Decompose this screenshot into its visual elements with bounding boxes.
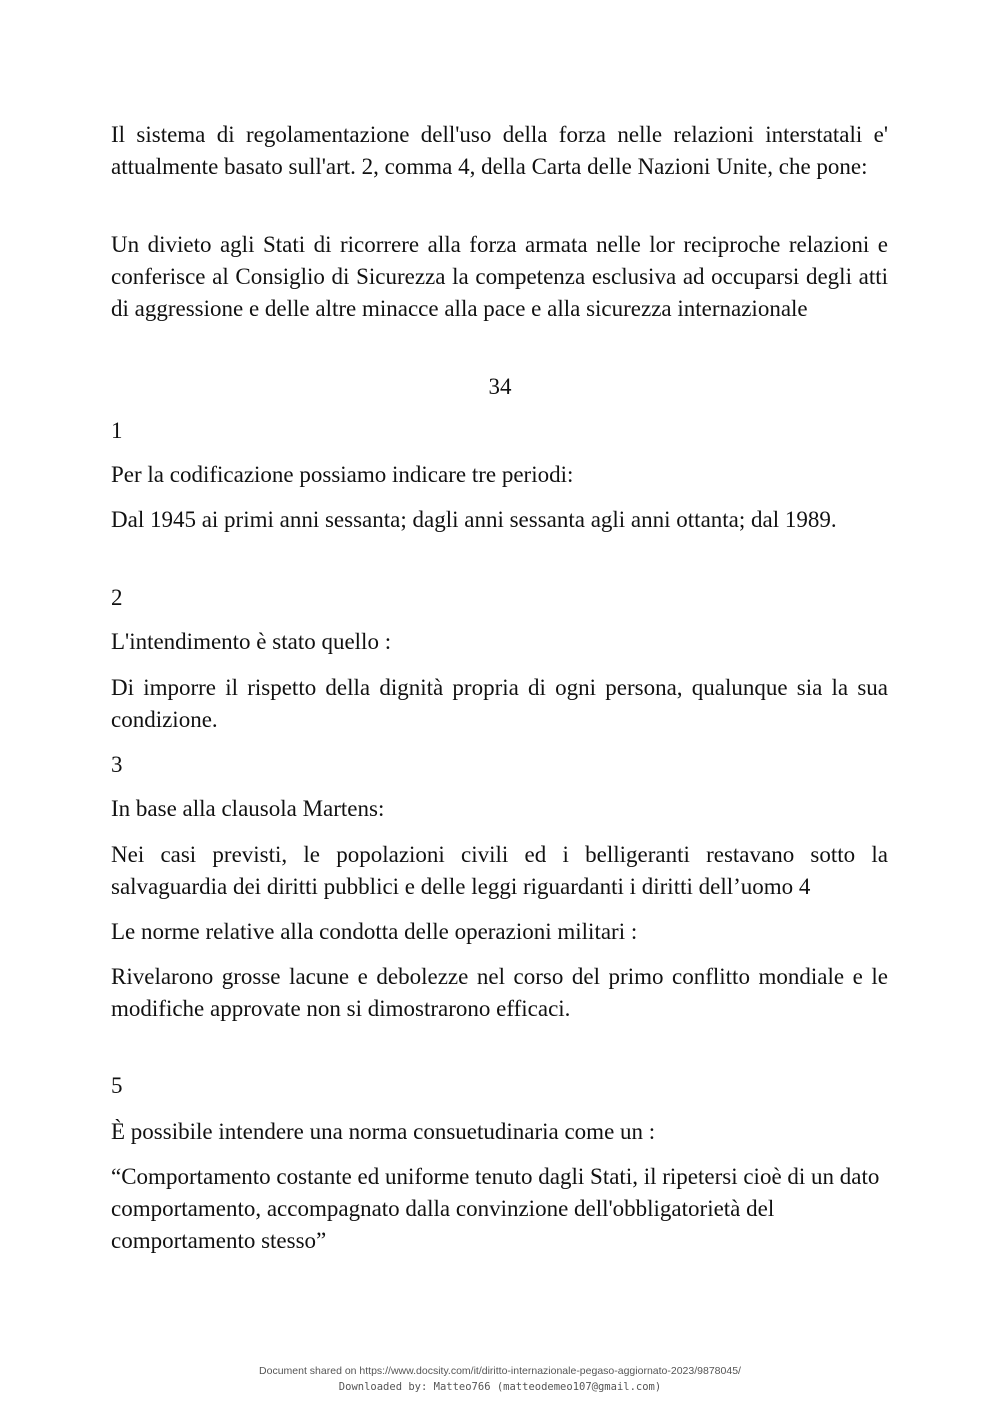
question-number-3: 3 bbox=[111, 752, 123, 777]
paragraph-answer-martens: Nei casi previsti, le popolazioni civili ed i belligeranti restavano sotto la salvaguardia dei diritti pubblici e delle leggi riguardanti i diritti dell’uomo 4 bbox=[111, 842, 888, 899]
paragraph-answer-periodi: Dal 1945 ai primi anni sessanta; dagli anni sessanta agli anni ottanta; dal 1989. bbox=[111, 507, 837, 532]
footer-shared-link[interactable]: Document shared on https://www.docsity.com/it/diritto-internazionale-pegaso-aggiornato-2023/9878045/ bbox=[259, 1365, 741, 1377]
paragraph-question-intendimento: L'intendimento è stato quello : bbox=[111, 629, 392, 654]
question-number-2: 2 bbox=[111, 585, 123, 610]
paragraph-answer-lacune: Rivelarono grosse lacune e debolezze nel corso del primo conflitto mondiale e le modifiche approvate non si dimostrarono efficaci. bbox=[111, 964, 888, 1021]
question-number-1: 1 bbox=[111, 418, 123, 443]
page-number: 34 bbox=[488, 374, 512, 399]
paragraph-question-martens: In base alla clausola Martens: bbox=[111, 796, 385, 821]
paragraph-answer-comportamento: “Comportamento costante ed uniforme tenuto dagli Stati, il ripetersi cioè di un dato comportamento, accompagnato dalla convinzione dell'obbligatorietà del comportamento stesso” bbox=[111, 1164, 880, 1253]
footer-downloaded-by: Downloaded by: Matteo766 (matteodemeo107@gmail.com) bbox=[338, 1381, 662, 1393]
paragraph-question-codificazione: Per la codificazione possiamo indicare tre periodi: bbox=[111, 462, 574, 487]
paragraph-question-norme: Le norme relative alla condotta delle operazioni militari : bbox=[111, 919, 638, 944]
paragraph-answer-divieto: Un divieto agli Stati di ricorrere alla forza armata nelle lor reciproche relazioni e conferisce al Consiglio di Sicurezza la competenza esclusiva ad occuparsi degli atti di aggressione e delle altre minacce alla pace e alla sicurezza internazionale bbox=[111, 232, 888, 321]
paragraph-question-consuetudinaria: È possibile intendere una norma consuetudinaria come un : bbox=[111, 1119, 656, 1144]
paragraph-answer-dignita: Di imporre il rispetto della dignità propria di ogni persona, qualunque sia la sua condizione. bbox=[111, 675, 888, 732]
paragraph-intro: Il sistema di regolamentazione dell'uso della forza nelle relazioni interstatali e' attualmente basato sull'art. 2, comma 4, della Carta delle Nazioni Unite, che pone: bbox=[111, 122, 888, 179]
question-number-5: 5 bbox=[111, 1073, 123, 1098]
